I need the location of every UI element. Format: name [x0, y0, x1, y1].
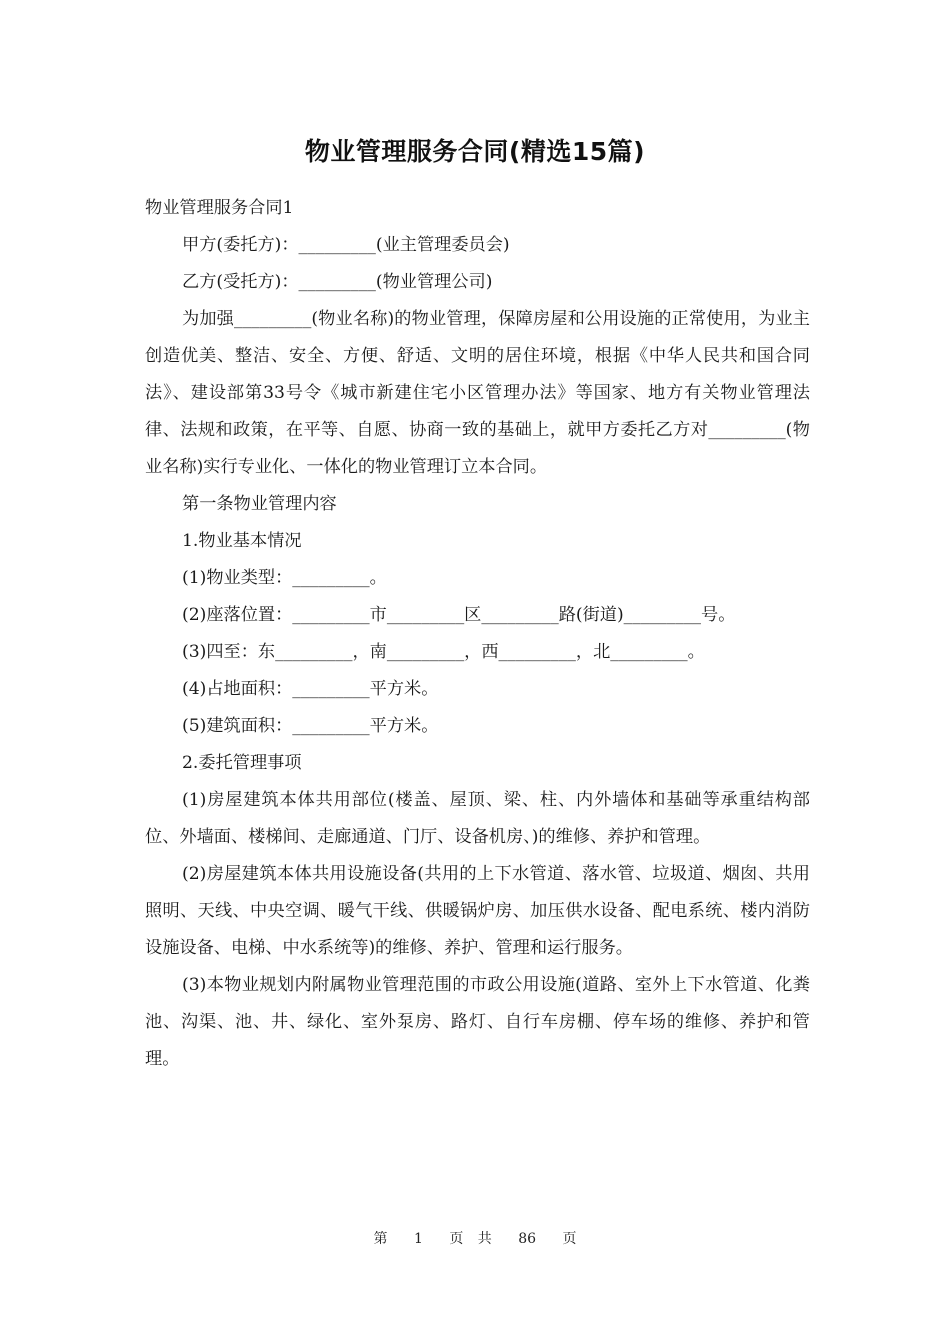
party-b-line: 乙方(受托方)：_________(物业管理公司): [182, 272, 493, 292]
preamble-paragraph: 为加强_________(物业名称)的物业管理，保障房屋和公用设施的正常使用，为业主创造优美、整洁、安全、方便、舒适、文明的居住环境，根据《中华人民共和国合同法》、建设部第33号令《城市新建住宅小区管理办法》等国家、地方有关物业管理法律、法规和政策，在平等、自愿、协商一致的基础上，就甲方委托乙方对_________(物业名称)实行专业化、一体化的物业管理订立本合同。: [145, 309, 810, 477]
boundaries-line: (3)四至：东_________，南_________，西_________，北_________。: [182, 642, 705, 662]
section-heading: 2.委托管理事项: [182, 753, 302, 773]
list-item: (3)本物业规划内附属物业管理范围的市政公用设施(道路、室外上下水管道、化粪池、沟渠、池、井、绿化、室外泵房、路灯、自行车房棚、停车场的维修、养护和管理。: [145, 975, 810, 1069]
total-pages-number: 86: [518, 1231, 537, 1247]
footer-prefix: 第: [373, 1231, 388, 1247]
article-heading: 第一条物业管理内容: [182, 494, 337, 514]
building-area-line: (5)建筑面积：_________平方米。: [182, 716, 439, 736]
land-area-line: (4)占地面积：_________平方米。: [182, 679, 439, 699]
footer-mid: 页 共: [449, 1231, 492, 1247]
party-a-line: 甲方(委托方)：_________(业主管理委员会): [182, 235, 510, 255]
current-page-number: 1: [413, 1231, 423, 1247]
document-title: 物业管理服务合同(精选15篇): [304, 137, 646, 166]
list-item: (1)房屋建筑本体共用部位(楼盖、屋顶、梁、柱、内外墙体和基础等承重结构部位、外墙面、楼梯间、走廊通道、门厅、设备机房、)的维修、养护和管理。: [145, 790, 810, 847]
property-type-line: (1)物业类型：_________。: [182, 568, 387, 588]
footer-suffix: 页: [562, 1231, 577, 1247]
paragraph-heading: 物业管理服务合同1: [145, 198, 294, 218]
list-item: (2)房屋建筑本体共用设施设备(共用的上下水管道、落水管、垃圾道、烟囱、共用照明、天线、中央空调、暖气干线、供暖锅炉房、加压供水设备、配电系统、楼内消防设施设备、电梯、中水系统等)的维修、养护、管理和运行服务。: [145, 864, 810, 958]
page-footer: [0, 1228, 950, 1248]
section-heading: 1.物业基本情况: [182, 531, 302, 551]
document-body: [145, 190, 810, 1078]
location-line: (2)座落位置：_________市_________区_________路(街道)_________号。: [182, 605, 736, 625]
